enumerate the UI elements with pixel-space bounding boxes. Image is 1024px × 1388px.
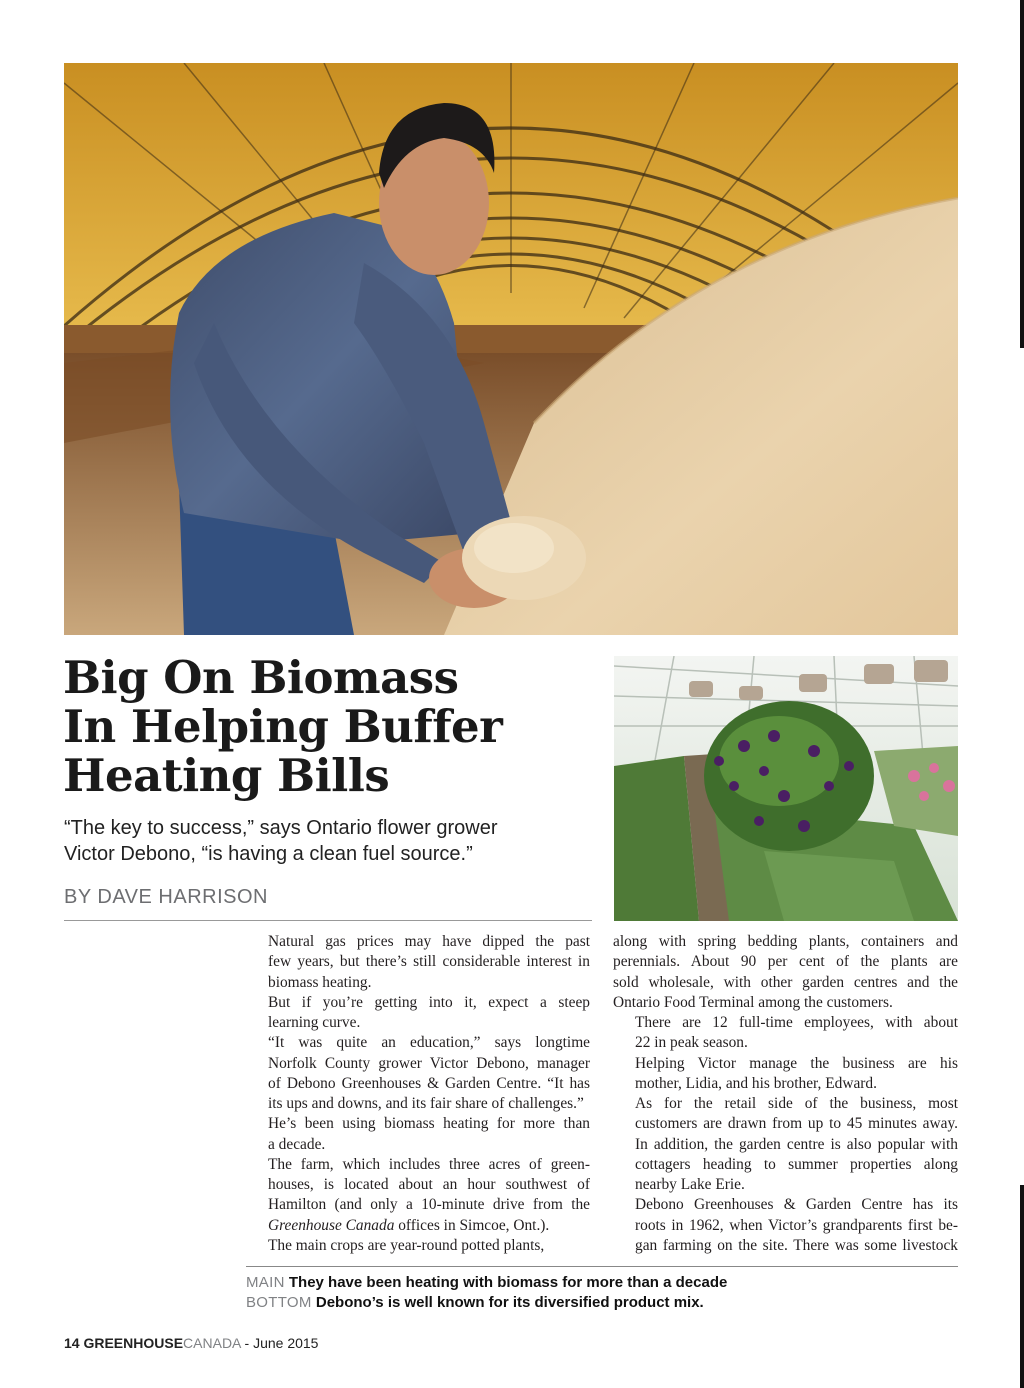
page-folio (64, 1335, 318, 1351)
byline: BY DAVE HARRISON (64, 886, 268, 908)
body-line: biomass heating. (268, 973, 372, 991)
deck-line: “The key to success,” says Ontario flower grower (64, 817, 498, 839)
body-line: Helping Victor manage the business are his (635, 1054, 958, 1072)
body-line: 22 in peak season. (635, 1034, 748, 1052)
body-line: perennials. About 90 per cent of the plants are (613, 953, 958, 971)
deck-line: Victor Debono, “is having a clean fuel source.” (64, 843, 473, 865)
publication-name: Greenhouse Canada (268, 1216, 395, 1234)
body-paragraph (613, 1094, 958, 1195)
page-edge-mark-top (1020, 0, 1024, 348)
body-line: sold wholesale, with other garden centres and the (613, 973, 958, 991)
body-line (246, 1216, 590, 1236)
body-paragraph (613, 1013, 958, 1054)
body-paragraph (613, 1195, 958, 1256)
caption-text: They have been heating with biomass for more than a decade (288, 1274, 728, 1291)
body-line: Debono Greenhouses & Garden Centre has its (635, 1196, 958, 1214)
body-line: Natural gas prices may have dipped the past (268, 933, 590, 950)
body-line: a decade. (268, 1135, 326, 1153)
page-edge-mark-bottom (1020, 1185, 1024, 1388)
body-line: gan farming on the site. There was some livestock (635, 1236, 958, 1254)
body-line: houses, is located about an hour southwest of (268, 1176, 590, 1193)
body-line: of Debono Greenhouses & Garden Centre. “It has (268, 1074, 590, 1092)
body-line: The main crops are year-round potted plants, (268, 1236, 545, 1254)
article-deck (64, 815, 594, 867)
body-paragraph (613, 932, 958, 1013)
caption-text: Debono’s is well known for its diversified product mix. (315, 1294, 704, 1311)
headline-line: Heating Bills (63, 749, 390, 802)
body-line: along with spring bedding plants, containers and (613, 933, 958, 950)
body-line: few years, but there’s still considerable interest in (268, 953, 590, 971)
body-line: There are 12 full-time employees, with about (635, 1014, 958, 1031)
body-line-tail: offices in Simcoe, Ont.). (394, 1216, 550, 1234)
body-line: Norfolk County grower Victor Debono, manager (268, 1054, 590, 1072)
main-photo (64, 63, 958, 635)
body-line: roots in 1962, when Victor’s grandparents first be- (635, 1216, 958, 1234)
body-line: “It was quite an education,” says longtime (268, 1034, 590, 1052)
body-line: learning curve. (268, 1014, 361, 1031)
body-paragraph (246, 1155, 590, 1236)
body-line: The farm, which includes three acres of green- (268, 1155, 590, 1173)
caption-tag: MAIN (246, 1274, 285, 1291)
caption-bottom (246, 1293, 704, 1313)
caption-tag: BOTTOM (246, 1294, 312, 1311)
magazine-name-light: CANADA (183, 1335, 241, 1351)
body-line: its ups and downs, and its fair share of challenges.” (268, 1095, 584, 1112)
body-line: But if you’re getting into it, expect a steep (268, 993, 590, 1011)
greenhouse-photo (614, 656, 958, 921)
body-line: He’s been using biomass heating for more than (268, 1115, 590, 1133)
caption-main (246, 1273, 727, 1293)
body-line: cottagers heading to summer properties along (635, 1155, 958, 1173)
body-paragraph (246, 932, 590, 993)
body-line: In addition, the garden centre is also popular with (635, 1135, 958, 1153)
byline-divider (64, 920, 592, 921)
caption-divider (246, 1266, 958, 1267)
page-number: 14 (64, 1335, 80, 1351)
body-line: customers are drawn from up to 45 minutes away. (635, 1115, 958, 1133)
body-paragraph (246, 993, 590, 1034)
body-line: nearby Lake Erie. (635, 1176, 745, 1193)
body-paragraph (246, 1236, 590, 1256)
magazine-name-bold: GREENHOUSE (83, 1335, 184, 1351)
body-line: As for the retail side of the business, most (635, 1095, 958, 1112)
body-line: Ontario Food Terminal among the customers. (613, 993, 893, 1011)
body-paragraph (613, 1054, 958, 1095)
body-paragraph (246, 1033, 590, 1114)
body-line: Hamilton (and only a 10-minute drive from the (268, 1196, 590, 1214)
headline-line: In Helping Buffer (63, 700, 503, 753)
article-body-right-column (613, 932, 958, 1256)
body-paragraph (246, 1114, 590, 1155)
body-line: mother, Lidia, and his brother, Edward. (635, 1074, 877, 1092)
issue-date: - June 2015 (244, 1335, 319, 1351)
article-headline (63, 653, 603, 800)
article-body-left-column (246, 932, 590, 1256)
headline-line: Big On Biomass (63, 651, 459, 704)
